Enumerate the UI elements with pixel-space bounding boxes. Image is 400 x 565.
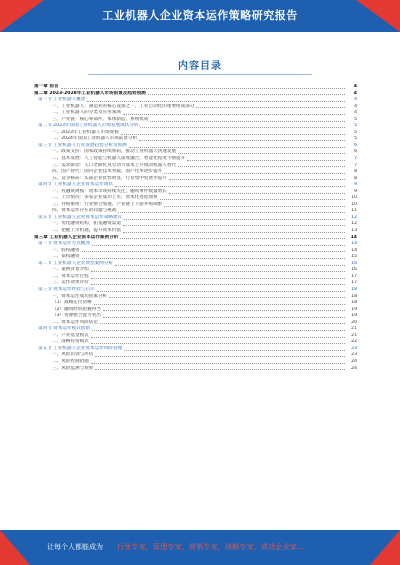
toc-page-number: 11 bbox=[351, 208, 357, 214]
toc-page-number: 6 bbox=[354, 142, 357, 148]
toc-entry-text: 三、需求驱动：人口老龄化及劳动力成本上升推动机器人替代 bbox=[52, 162, 177, 168]
toc-dot-leader bbox=[91, 282, 345, 285]
toc-entry-text: 四、国产替代：国内企业技术突破，国产化率逐步提升 bbox=[52, 169, 163, 175]
toc-dot-leader bbox=[120, 236, 345, 239]
toc-entry-text: 第一章 前言 bbox=[34, 84, 59, 89]
table-of-contents bbox=[34, 84, 357, 520]
toc-page-number: 21 bbox=[351, 326, 357, 332]
toc-dot-leader bbox=[148, 92, 345, 95]
toc-page-number: 8 bbox=[354, 175, 357, 181]
toc-title-divider bbox=[88, 74, 312, 75]
toc-entry-text: 二、工业机器人的分类及应用领域 bbox=[52, 110, 121, 116]
toc-entry-text: 第二节 工业机器人企业典型案例分析 bbox=[38, 260, 113, 266]
toc-dot-leader bbox=[82, 256, 345, 259]
toc-dot-leader bbox=[124, 217, 345, 220]
toc-dot-leader bbox=[118, 210, 345, 213]
toc-dot-leader bbox=[150, 119, 345, 122]
toc-entry[interactable] bbox=[34, 366, 357, 373]
toc-dot-leader bbox=[97, 289, 345, 292]
toc-dot-leader bbox=[121, 132, 345, 135]
toc-page-number: 5 bbox=[354, 116, 357, 122]
toc-page-number: 7 bbox=[354, 162, 357, 168]
toc-page-number: 9 bbox=[354, 182, 357, 188]
toc-title: 内容目录 bbox=[178, 61, 222, 72]
toc-dot-leader bbox=[91, 341, 345, 344]
toc-dot-leader bbox=[196, 105, 345, 108]
toc-page-number: 10 bbox=[351, 201, 357, 207]
toc-page-number: 5 bbox=[354, 123, 357, 129]
toc-page-number: 18 bbox=[351, 293, 357, 299]
toc-entry-text: 第五节 工业机器人企业资本运作策略建议 bbox=[38, 214, 123, 220]
toc-page-number: 12 bbox=[351, 221, 357, 227]
toc-dot-leader bbox=[169, 177, 345, 180]
toc-page-number: 5 bbox=[354, 129, 357, 135]
toc-dot-leader bbox=[140, 125, 345, 128]
toc-dot-leader bbox=[123, 112, 345, 115]
toc-entry-text: 一、优化融资结构，拓宽融资渠道 bbox=[52, 221, 121, 227]
toc-entry-text: 二、上市情况：多家企业成功上市，资本化进程加快 bbox=[52, 195, 158, 201]
toc-page-number: 14 bbox=[351, 247, 357, 253]
toc-entry-text: （2）融资时机把握得当 bbox=[52, 306, 101, 312]
toc-entry-text: 三、风险监测与预警 bbox=[52, 365, 94, 371]
toc-dot-leader bbox=[91, 361, 345, 364]
toc-page-number: 22 bbox=[351, 339, 357, 345]
toc-page-number: 17 bbox=[351, 273, 357, 279]
toc-dot-leader bbox=[115, 184, 345, 187]
toc-page-number: 7 bbox=[354, 156, 357, 162]
toc-entry-text: 二、债权融资 bbox=[52, 254, 80, 260]
toc-page-number: 13 bbox=[351, 228, 357, 234]
toc-dot-leader bbox=[123, 230, 345, 233]
toc-entry-text: 第四节 工业机器人企业资本运作现状 bbox=[38, 182, 113, 188]
toc-entry-text: 一、2023年工业机器人市场规模 bbox=[52, 129, 119, 135]
toc-page-number: 21 bbox=[351, 332, 357, 338]
toc-page-number: 18 bbox=[351, 286, 357, 292]
toc-entry-text: 二、战略投资模式 bbox=[52, 339, 89, 345]
toc-dot-leader bbox=[124, 348, 345, 351]
footer-left-accent bbox=[0, 530, 30, 565]
toc-entry-text: 第二节 2023年我国工业机器人市场发展现状分析 bbox=[38, 123, 139, 129]
toc-dot-leader bbox=[91, 276, 345, 279]
toc-dot-leader bbox=[92, 328, 345, 331]
toc-entry-text: 三、产业链：核心零部件、本体制造、系统集成 bbox=[52, 116, 149, 122]
toc-page-number: 23 bbox=[351, 352, 357, 358]
toc-page-number: 4 bbox=[354, 110, 357, 116]
toc-page-number: 5 bbox=[354, 136, 357, 142]
toc-page-number: 10 bbox=[351, 195, 357, 201]
toc-dot-leader bbox=[160, 197, 345, 200]
toc-entry-text: 第一节 资本运作方式概述 bbox=[38, 241, 90, 247]
toc-page-number: 24 bbox=[351, 365, 357, 371]
toc-dot-leader bbox=[169, 191, 345, 194]
toc-entry-text: 一、产业基金模式 bbox=[52, 332, 89, 338]
toc-entry-text: 第五节 工业机器人企业资本运作风险管理 bbox=[38, 345, 123, 351]
toc-dot-leader bbox=[61, 86, 345, 89]
report-title: 工业机器人企业资本运作策略研究报告 bbox=[102, 9, 298, 22]
toc-page-number: 16 bbox=[351, 260, 357, 266]
toc-entry-text: 一、政策支持：国家政策持续加码，推动工业机器人快速发展 bbox=[52, 149, 177, 155]
toc-dot-leader bbox=[95, 367, 345, 370]
toc-entry-text: 二、把握上市机遇，提升资本价值 bbox=[52, 228, 121, 234]
toc-dot-leader bbox=[164, 204, 345, 207]
toc-dot-leader bbox=[87, 99, 345, 102]
toc-page-number: 14 bbox=[350, 234, 357, 240]
toc-page-number: 20 bbox=[351, 319, 357, 325]
toc-entry-text: 二、2024年我国工业机器人市场前景分析 bbox=[52, 136, 138, 142]
toc-dot-leader bbox=[129, 145, 345, 148]
toc-page-number: 9 bbox=[354, 188, 357, 194]
toc-page-number: 24 bbox=[351, 358, 357, 364]
toc-dot-leader bbox=[92, 243, 345, 246]
toc-dot-leader bbox=[123, 223, 345, 226]
toc-entry-text: 第三节 工业机器人行业发展趋势分析及预测 bbox=[38, 142, 127, 148]
toc-entry-text: （1）战略定位清晰 bbox=[52, 300, 92, 306]
toc-entry-text: 第二章 2023-2028年工业机器人市场前景及趋势预测 bbox=[34, 90, 146, 96]
toc-entry-text: 二、资本运作过程 bbox=[52, 273, 89, 279]
toc-dot-leader bbox=[100, 321, 345, 324]
toc-page-number: 19 bbox=[351, 313, 357, 319]
toc-entry-text: 第三章 工业机器人企业资本运作案例分析 bbox=[34, 234, 119, 240]
toc-page-number: 17 bbox=[351, 280, 357, 286]
toc-entry-text: 三、运作效果评价 bbox=[52, 280, 89, 286]
toc-dot-leader bbox=[94, 302, 345, 305]
toc-dot-leader bbox=[139, 138, 345, 141]
toc-entry-text: 二、技术发展：人工智能与机器人深度融合，智能化程度不断提升 bbox=[52, 156, 186, 162]
toc-dot-leader bbox=[91, 269, 345, 272]
toc-page-number: 14 bbox=[351, 241, 357, 247]
toc-entry-text: 第一节 工业机器人概述 bbox=[38, 97, 86, 103]
toc-entry-text: （3）资源整合能力突出 bbox=[52, 313, 101, 319]
toc-dot-leader bbox=[82, 249, 345, 252]
toc-entry-text: 一、资本运作成功因素分析 bbox=[52, 293, 108, 299]
toc-dot-leader bbox=[164, 171, 345, 174]
toc-entry-text: 一、投融资规模：资本市场持续关注，融资事件数量增长 bbox=[52, 188, 167, 194]
toc-dot-leader bbox=[187, 158, 345, 161]
toc-page-number: 16 bbox=[351, 267, 357, 273]
toc-page-number: 4 bbox=[353, 84, 357, 89]
toc-dot-leader bbox=[91, 335, 345, 338]
toc-page-number: 4 bbox=[354, 97, 357, 103]
toc-page-number: 4 bbox=[353, 90, 357, 96]
toc-dot-leader bbox=[103, 308, 345, 311]
toc-page-number: 19 bbox=[351, 306, 357, 312]
toc-page-number: 15 bbox=[351, 254, 357, 260]
toc-entry-text: 第四节 资本运作模式创新 bbox=[38, 326, 90, 332]
toc-entry-text: 三、并购重组：行业整合加速，产业链上下游并购频繁 bbox=[52, 201, 163, 207]
toc-dot-leader bbox=[109, 295, 345, 298]
toc-page-number: 12 bbox=[351, 214, 357, 220]
toc-entry-text: 第三节 资本运作经验与启示 bbox=[38, 286, 95, 292]
toc-entry-text: 二、风险控制措施 bbox=[52, 358, 89, 364]
toc-dot-leader bbox=[115, 263, 345, 266]
toc-entry-text: 一、股权融资 bbox=[52, 247, 80, 253]
footer-slogan-roles: 行业专家，管理专家，营销专家，战略专家，成功企业家… bbox=[117, 543, 305, 551]
toc-page-number: 8 bbox=[354, 169, 357, 175]
toc-entry-text: 一、风险识别与评估 bbox=[52, 352, 94, 358]
toc-entry-text: 二、资本运作风险防范 bbox=[52, 319, 98, 325]
toc-dot-leader bbox=[178, 164, 345, 167]
toc-dot-leader bbox=[95, 354, 345, 357]
toc-entry-text: 一、案例背景介绍 bbox=[52, 267, 89, 273]
toc-dot-leader bbox=[103, 315, 345, 318]
toc-page-number: 18 bbox=[351, 300, 357, 306]
footer-right-accent bbox=[370, 530, 400, 565]
footer-slogan-lead: 让每个人都能成为 bbox=[47, 543, 103, 551]
toc-page-number: 4 bbox=[354, 103, 357, 109]
toc-dot-leader bbox=[178, 151, 345, 154]
toc-entry-text: 一、工业机器人：制造业的核心设备之一，工业自动化的重要组成部分 bbox=[52, 103, 195, 109]
toc-page-number: 6 bbox=[354, 149, 357, 155]
toc-entry-text: 四、资本运作存在的问题与挑战 bbox=[52, 208, 117, 214]
toc-entry-text: 五、竞争格局：头部企业优势明显，行业集中度逐步提升 bbox=[52, 175, 167, 181]
toc-page-number: 23 bbox=[351, 345, 357, 351]
